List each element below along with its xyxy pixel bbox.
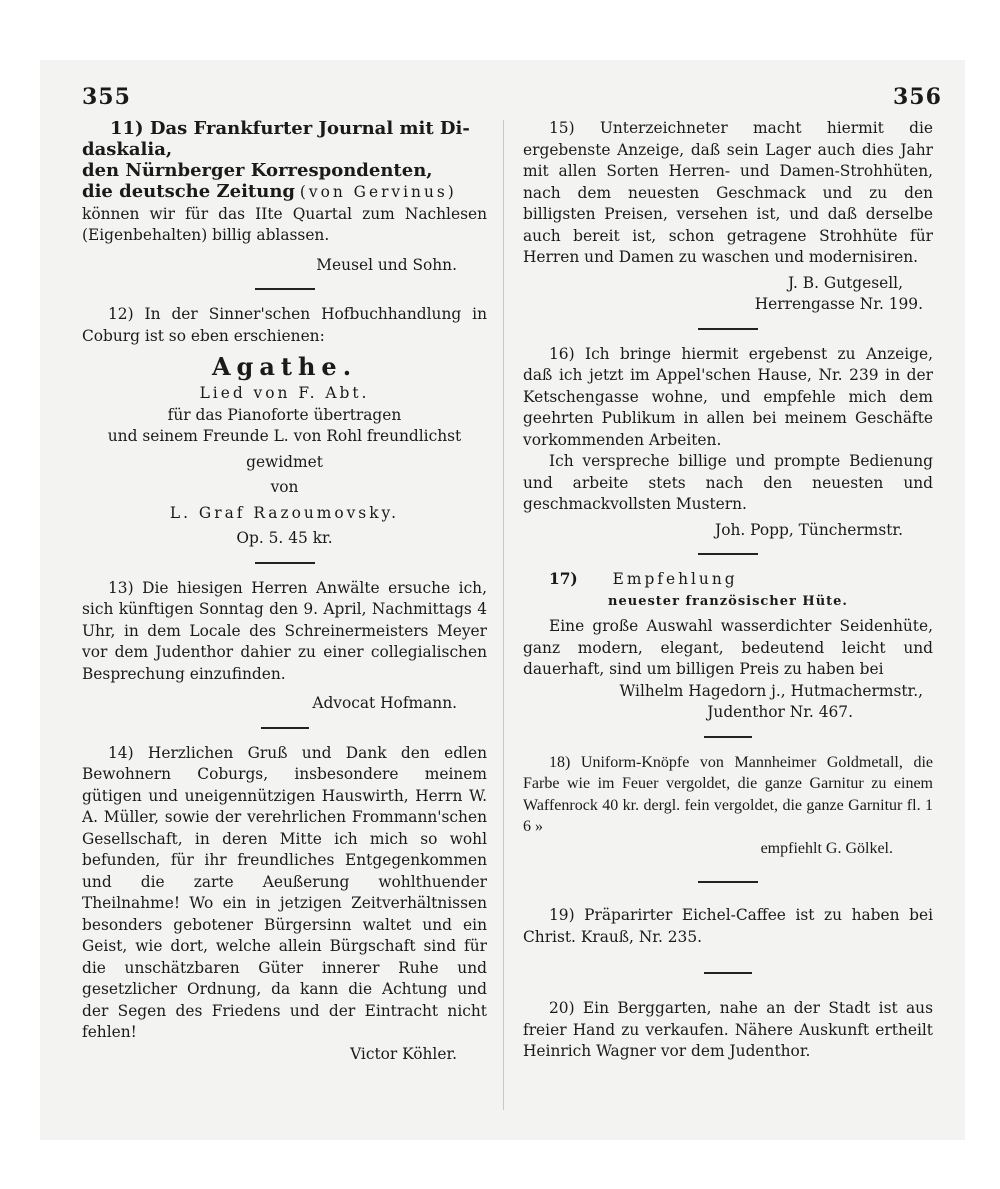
left-column (82, 118, 487, 1065)
advert-18-body: 18) Uniform-Knöpfe von Mannheimer Goldmetall, die Farbe wie im Feuer vergoldet, die ganze Garnitur zu einem Waffenrock 40 kr. dergl. fein vergoldet, die ganze Garnitur fl. 1 6 » (523, 753, 933, 835)
advert-11-line2: daskalia, (82, 139, 173, 160)
advert-15-body: 15) Unterzeichneter macht hiermit die ergebenste Anzeige, daß sein Lager auch dies Jahr mit allen Sorten Herren- und Damen-Strohhüten, nach dem neuesten Geschmack und zu den billigsten Preisen, versehen ist, und daß derselbe auch bereit ist, schon getragene Strohhüte für Herren und Damen zu waschen und modernisiren. (523, 119, 933, 266)
advert-20 (523, 998, 933, 1063)
advert-11-line1: 11) Das Frankfurter Journal mit Di- (110, 118, 470, 139)
separator-rule (704, 736, 752, 738)
column-divider (503, 120, 504, 1110)
advert-18-signature: empfiehlt G. Gölkel. (760, 839, 893, 857)
separator-rule (698, 328, 758, 330)
advert-16-signature: Joh. Popp, Tünchermstr. (715, 520, 903, 539)
separator-rule (261, 727, 309, 729)
advert-20-body: 20) Ein Berggarten, nahe an der Stadt ist aus freier Hand zu verkaufen. Nähere Auskunft ertheilt Heinrich Wagner vor dem Judenthor. (523, 999, 933, 1060)
advert-15 (523, 118, 933, 316)
advert-16-body2: Ich verspreche billige und prompte Bedienung und arbeite stets nach den neuesten und geschmackvollsten Mustern. (523, 452, 933, 513)
advert-14-signature: Victor Köhler. (350, 1044, 457, 1063)
advert-17-heading: Empfehlung (612, 570, 738, 588)
advert-11-line4-main: die deutsche Zeitung (82, 181, 295, 202)
advert-15-signature2: Herrengasse Nr. 199. (754, 295, 923, 313)
separator-rule (698, 553, 758, 555)
advert-17 (523, 569, 933, 724)
advert-16-body1: 16) Ich bringe hiermit ergebenst zu Anzeige, daß ich jetzt im Appel'schen Hause, Nr. 239 in der Ketschengasse wohne, und empfehle mich dem geehrten Publikum in allen bei meinem Geschäfte vorkommenden Arbeiten. (523, 344, 933, 449)
advert-11-line3: den Nürnberger Korrespondenten, (82, 160, 433, 181)
advert-14 (82, 743, 487, 1066)
separator-rule (704, 972, 752, 974)
advert-17-heading-line (523, 569, 933, 591)
advert-15-signature1: J. B. Gutgesell, (788, 273, 903, 292)
right-column (523, 118, 933, 1063)
page-number-right: 356 (893, 84, 942, 110)
advert-12-line-b: und seinem Freunde L. von Rohl freundlichst (107, 427, 462, 445)
page-number-left: 355 (82, 84, 131, 110)
advert-12 (82, 304, 487, 550)
advert-12-title: Agathe. (211, 352, 358, 381)
advert-17-subheading: neuester französischer Hüte. (608, 593, 848, 609)
advert-11-body: können wir für das IIte Quartal zum Nachlesen (Eigenbehalten) billig ablassen. (82, 204, 487, 244)
advert-17-signature1: Wilhelm Hagedorn j., Hutmachermstr., (619, 681, 923, 700)
advert-11 (82, 118, 487, 276)
advert-14-body: 14) Herzlichen Gruß und Dank den edlen Bewohnern Coburgs, insbesondere meinem gütigen und uneigennützigen Hauswirth, Herrn W. A. Müller, sowie der verehrlichen Frommann'schen Gesellschaft, in deren Mitte ich mich so wohl befunden, für ihr freundliches Entgegenkommen und die zarte Aeußerung wohlthuender Theilnahme! Wo ein in jetzigen Zeitverhältnissen besonders gebotener Bürgersinn waltet und ein Geist, wie dort, welche allein Bürgschaft sind für die unschätzbaren Güter innerer Ruhe und gesetzlicher Ordnung, da kann die Achtung und der Segen des Friedens und der Eintracht nicht fehlen! (82, 743, 487, 1041)
advert-11-signature: Meusel und Sohn. (316, 255, 457, 274)
advert-18 (523, 752, 933, 860)
advert-17-number: 17) (549, 570, 578, 588)
advert-12-opus: Op. 5. 45 kr. (236, 529, 333, 547)
advert-12-intro: 12) In der Sinner'schen Hofbuchhandlung in Coburg ist so eben erschienen: (82, 305, 487, 345)
advert-12-subtitle: Lied von F. Abt. (199, 384, 370, 402)
advert-19-body: 19) Präparirter Eichel-Caffee ist zu haben bei Christ. Krauß, Nr. 235. (523, 906, 933, 946)
advert-12-author: L. Graf Razoumovsky. (169, 503, 400, 522)
advert-11-line4 (82, 181, 487, 204)
advert-13 (82, 578, 487, 715)
separator-rule (698, 881, 758, 883)
advert-12-line-a: für das Pianoforte übertragen (167, 405, 402, 424)
separator-rule (255, 288, 315, 290)
advert-19 (523, 905, 933, 948)
separator-rule (255, 562, 315, 564)
advert-13-body: 13) Die hiesigen Herren Anwälte ersuche ich, sich künftigen Sonntag den 9. April, Nachmittags 4 Uhr, in dem Locale des Schreinermeisters Meyer vor dem Judenthor dahier zu einer collegialischen Besprechung einzufinden. (82, 578, 487, 683)
advert-17-signature2: Judenthor Nr. 467. (707, 703, 853, 721)
advert-11-line4-paren: (von Gervinus) (299, 183, 457, 201)
advert-12-line-c: gewidmet (246, 452, 323, 471)
advert-13-signature: Advocat Hofmann. (312, 694, 457, 712)
advert-17-body: Eine große Auswahl wasserdichter Seidenhüte, ganz modern, elegant, bedeutend leicht und dauerhaft, sind um billigen Preis zu haben bei (523, 617, 933, 678)
advert-12-line-d: von (270, 478, 299, 496)
advert-16 (523, 344, 933, 542)
